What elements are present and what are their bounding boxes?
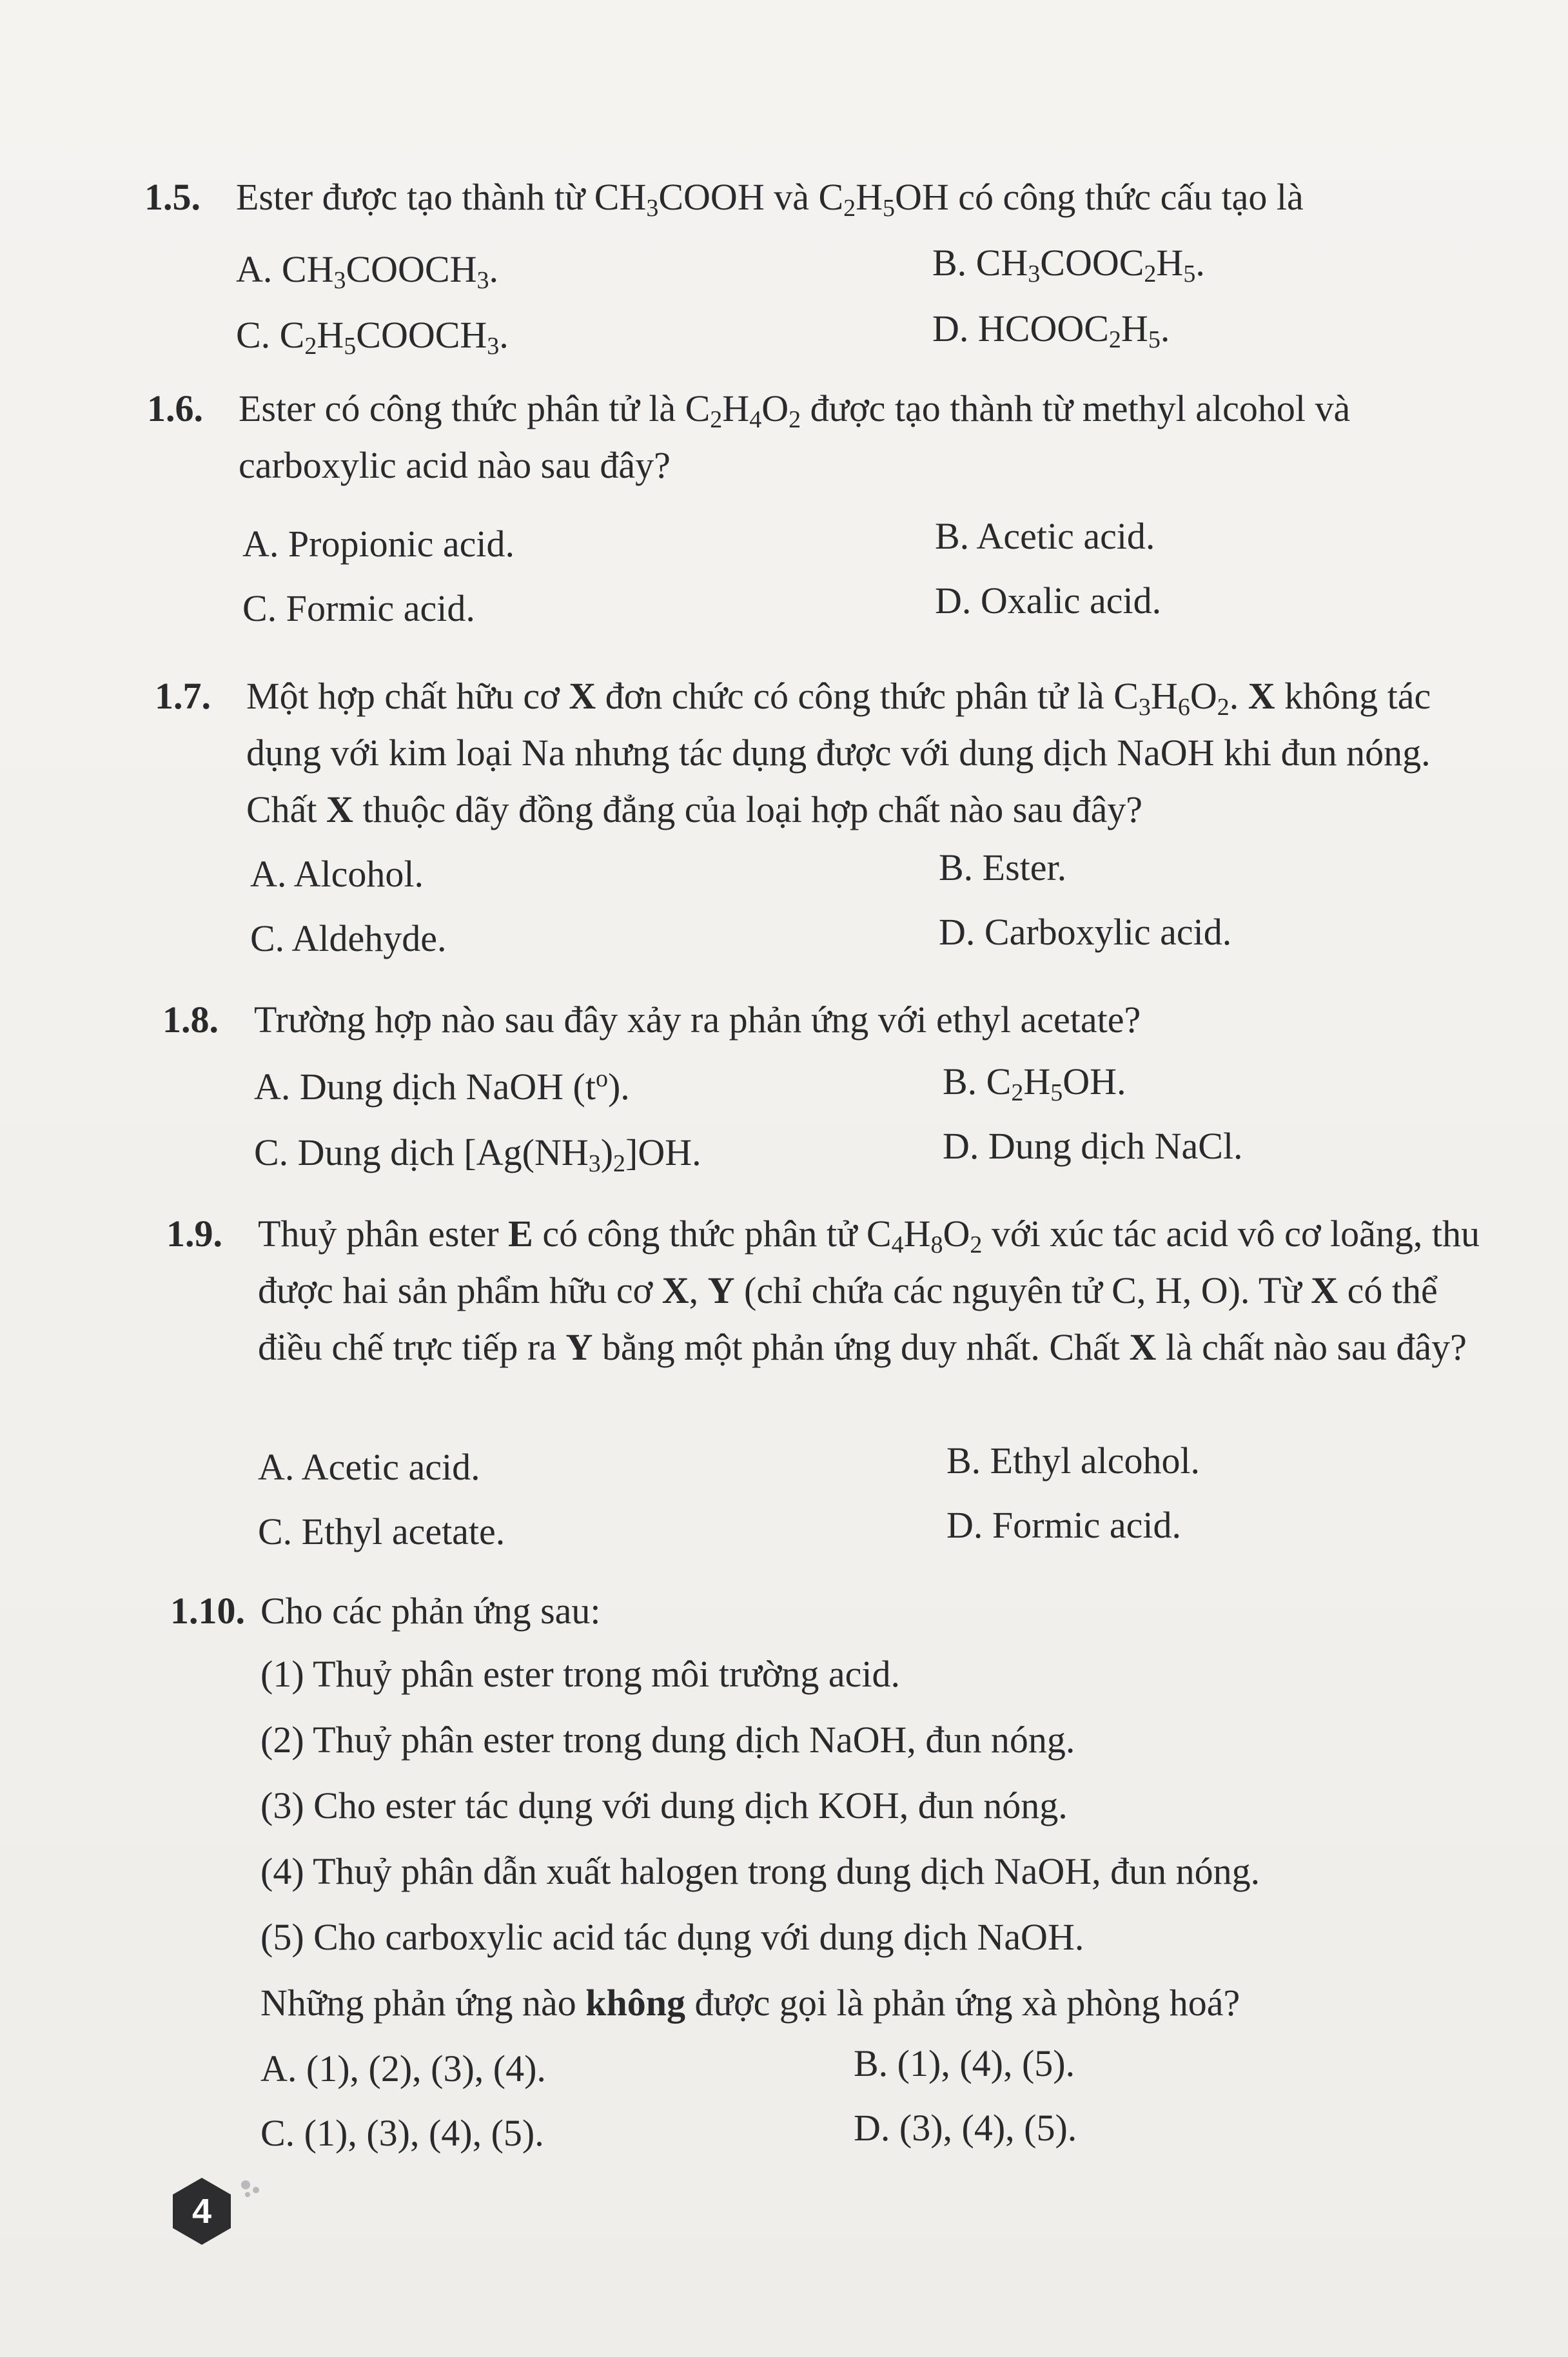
question-stem: Thuỷ phân ester E có công thức phân tử $C_4H_8O_2$ với xúc tác acid vô cơ loãng, thu được hai sản phẩm hữu cơ X, Y (chỉ chứa các nguyên tử C, H, O). Từ X có thể điều chế trực tiếp ra Y bằng một phản ứng duy nhất. Chất X là chất nào sau đây? (258, 1213, 1480, 1368)
option-b: B. Acetic acid. (935, 515, 1155, 557)
option-b: B. (1), (4), (5). (854, 2042, 1075, 2084)
decorative-dot (253, 2187, 259, 2193)
option-b: B. $C_2H_5OH$. (943, 1061, 1126, 1106)
option-a: A. Propionic acid. (242, 523, 515, 565)
option-c: C. Dung dịch $[Ag(NH_3)_2]OH$. (254, 1131, 701, 1177)
option-d: D. Formic acid. (946, 1504, 1182, 1546)
option-a: A. (1), (2), (3), (4). (260, 2048, 546, 2089)
question-stem: Ester có công thức phân tử là $C_2H_4O_2$ được tạo thành từ methyl alcohol và carboxylic acid nào sau đây? (239, 387, 1351, 486)
question-number: 1.6. (147, 387, 203, 429)
question-stem: Cho các phản ứng sau: (260, 1590, 601, 1632)
option-b: B. Ethyl alcohol. (946, 1440, 1200, 1482)
option-d: D. $HCOOC_2H_5$. (932, 308, 1170, 353)
statement-2: (2) Thuỷ phân ester trong dung dịch NaOH, đun nóng. (260, 1719, 1075, 1761)
question-number: 1.8. (162, 999, 219, 1041)
option-c: C. $C_2H_5COOCH_3$. (236, 314, 509, 360)
option-a: A. Alcohol. (250, 853, 424, 895)
option-c: C. Ethyl acetate. (258, 1511, 505, 1552)
option-d: D. Dung dịch NaCl. (943, 1125, 1243, 1167)
question-number: 1.7. (155, 675, 211, 717)
option-c: C. Aldehyde. (250, 917, 447, 959)
question-number: 1.5. (144, 176, 201, 218)
sub-question: Những phản ứng nào không được gọi là phản ứng xà phòng hoá? (260, 1982, 1240, 2024)
option-c: C. (1), (3), (4), (5). (260, 2112, 544, 2154)
page-number: 4 (191, 2192, 212, 2231)
decorative-dot (241, 2180, 250, 2189)
option-d: D. Carboxylic acid. (939, 911, 1232, 953)
statement-1: (1) Thuỷ phân ester trong môi trường acid. (260, 1653, 901, 1695)
question-number: 1.10. (170, 1590, 245, 1632)
question-stem: Ester được tạo thành từ $CH_3COOH$ và $C_2H_5OH$ có công thức cấu tạo là (236, 176, 1304, 222)
option-d: D. (3), (4), (5). (854, 2107, 1077, 2149)
option-b: B. Ester. (939, 846, 1067, 888)
question-stem: Một hợp chất hữu cơ X đơn chức có công thức phân tử là $C_3H_6O_2$. X không tác dụng với kim loại Na nhưng tác dụng được với dung dịch NaOH khi đun nóng. Chất X thuộc dãy đồng đẳng của loại hợp chất nào sau đây? (246, 675, 1431, 830)
option-d: D. Oxalic acid. (935, 580, 1162, 621)
option-a: A. Acetic acid. (258, 1446, 480, 1488)
option-c: C. Formic acid. (242, 587, 475, 629)
question-stem: Trường hợp nào sau đây xảy ra phản ứng với ethyl acetate? (254, 999, 1141, 1041)
statement-4: (4) Thuỷ phân dẫn xuất halogen trong dung dịch NaOH, đun nóng. (260, 1850, 1260, 1892)
decorative-dot (245, 2192, 250, 2197)
option-a: A. $CH_3COOCH_3$. (236, 248, 498, 294)
question-number: 1.9. (166, 1213, 222, 1255)
option-b: B. $CH_3COOC_2H_5$. (932, 242, 1205, 288)
option-a: A. Dung dịch NaOH $(t^o)$. (254, 1065, 630, 1108)
statement-3: (3) Cho ester tác dụng với dung dịch KOH, đun nóng. (260, 1785, 1068, 1826)
statement-5: (5) Cho carboxylic acid tác dụng với dung dịch NaOH. (260, 1916, 1084, 1958)
